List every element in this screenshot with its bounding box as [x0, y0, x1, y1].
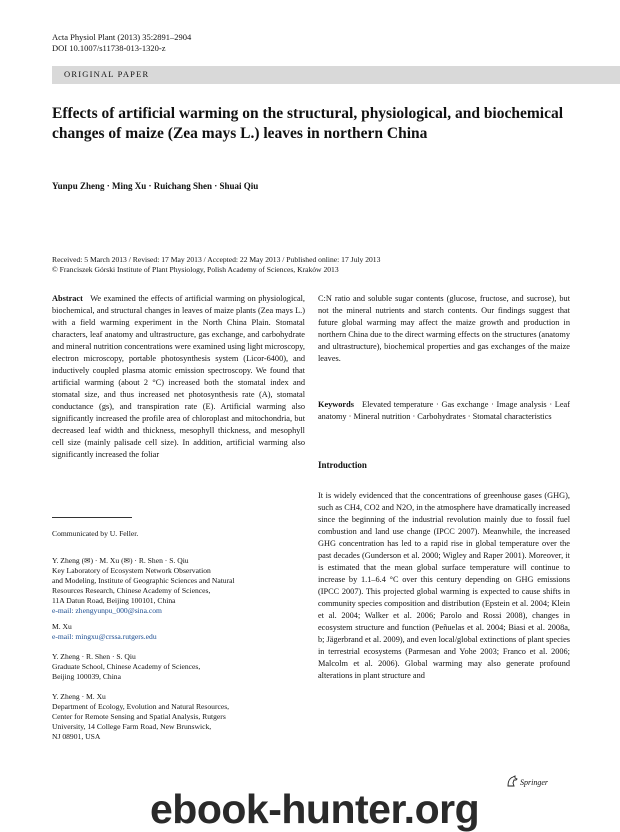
- author-list: Yunpu Zheng · Ming Xu · Ruichang Shen · Shuai Qiu: [52, 181, 259, 191]
- introduction-text: It is widely evidenced that the concentrations of greenhouse gases (GHG), such as CH4, CO2 and N2O, in the atmosphere have dramatically increased since the beginning of the industrial revolution mainly due to fossil fuel combustion and land use change (IPCC 2007). Meanwhile, the increased GHG concentration has led to a rapid rise in global temperature over the past decades (Gunderson et al. 2000; Wigley and Raper 2001). Moreover, it is estimated that the mean global surface temperature will continue to increase by 1.1–6.4 °C over this century depending on GHG emissions (IPCC 2007). This projected global warming is expected to cause shifts in community species composition and distribution (Epstein et al. 2004; Klein et al. 2004; Walker et al. 2006; Parolo and Rossi 2008), changes in ecosystem structure and function (Peñuelas et al. 2004; Biasi et al. 2008a, b; Jägerbrand et al. 2009), and even local/global extinctions of plant species in terrestrial ecosystems (Parmesan and Yohe 2003; Franco et al. 2006; Malcolm et al. 2006). Global warming may also generate profound alterations in plant structure and: [318, 491, 570, 680]
- abstract-left: [52, 293, 305, 461]
- affiliation-line: and Modeling, Institute of Geographic Sciences and Natural: [52, 576, 235, 585]
- copyright-line: © Franciszek Górski Institute of Plant Physiology, Polish Academy of Sciences, Kraków 2013: [52, 265, 339, 274]
- communicated-by: Communicated by U. Feller.: [52, 529, 139, 538]
- affiliation-names: Y. Zheng (✉) · M. Xu (✉) · R. Shen · S. Qiu: [52, 556, 189, 565]
- affiliation-line: Graduate School, Chinese Academy of Sciences,: [52, 662, 201, 671]
- journal-citation: [52, 32, 191, 54]
- affiliation-1: [52, 556, 305, 616]
- publication-history: [52, 255, 572, 275]
- abstract-text-right: C:N ratio and soluble sugar contents (glucose, fructose, and sucrose), but not the mineral nutrients and starch contents. Our findings suggest that future global warming may affect the maize growth and production in northern China due to the direct warming effects on the structures (anatomy and ultrastructure), biochemical properties and gas exchanges of the maize leaves.: [318, 294, 570, 363]
- watermark: ebook-hunter.org: [150, 786, 480, 832]
- affiliation-line: University, 14 College Farm Road, New Brunswick,: [52, 722, 212, 731]
- publisher-name: Springer: [520, 778, 548, 787]
- abstract-label: Abstract: [52, 294, 83, 303]
- affiliation-line: Beijing 100039, China: [52, 672, 121, 681]
- affiliation-line: NJ 08901, USA: [52, 732, 101, 741]
- paper-title: Effects of artificial warming on the structural, physiological, and biochemical changes of maize (Zea mays L.) leaves in northern China: [52, 105, 564, 142]
- affiliation-names: Y. Zheng · M. Xu: [52, 692, 106, 701]
- email-link[interactable]: e-mail: zhengyunpu_000@sina.com: [52, 606, 162, 615]
- journal-line-1: Acta Physiol Plant (2013) 35:2891–2904: [52, 32, 192, 42]
- springer-horse-icon: [505, 774, 519, 788]
- affiliation-2: [52, 622, 305, 642]
- abstract-right: [318, 293, 570, 365]
- affiliation-4: [52, 692, 305, 742]
- keywords-text: Elevated temperature · Gas exchange · Image analysis · Leaf anatomy · Mineral nutrition · Carbohydrates · Stomatal characteristics: [318, 400, 570, 421]
- affiliation-line: 11A Datun Road, Beijing 100101, China: [52, 596, 176, 605]
- affiliation-line: Key Laboratory of Ecosystem Network Observation: [52, 566, 211, 575]
- keywords-label: Keywords: [318, 400, 354, 409]
- affiliation-names: M. Xu: [52, 622, 72, 631]
- section-label: ORIGINAL PAPER: [64, 69, 150, 79]
- affiliation-line: Center for Remote Sensing and Spatial Analysis, Rutgers: [52, 712, 226, 721]
- affiliation-names: Y. Zheng · R. Shen · S. Qiu: [52, 652, 136, 661]
- journal-doi: DOI 10.1007/s11738-013-1320-z: [52, 43, 166, 53]
- affiliation-line: Resources Research, Chinese Academy of Sciences,: [52, 586, 211, 595]
- affiliation-3: [52, 652, 305, 682]
- keywords: [318, 399, 570, 423]
- footnote-divider: [52, 517, 132, 518]
- dates-line: Received: 5 March 2013 / Revised: 17 May 2013 / Accepted: 22 May 2013 / Published online: 17 July 2013: [52, 255, 381, 264]
- affiliation-line: Department of Ecology, Evolution and Natural Resources,: [52, 702, 230, 711]
- introduction-heading: Introduction: [318, 460, 367, 470]
- abstract-text-left: We examined the effects of artificial warming on physiological, biochemical, and structural changes in leaves of maize plants (Zea mays L.) with a field warming experiment in the North China Plain. Stomatal characters, leaf anatomy and ultrastructure, gas exchange, and carbohydrate and mineral nutrition concentrations were examined using light microscopy, electron microscopy, portable photosynthesis system (Licor-6400), and inductively coupled plasma atomic emission spectroscopy. We found that artificial warming (about 2 °C) increased both the stomatal index and stomatal size, and thus increased net photosynthesis rate (A), stomatal conductance (gs), and transpiration rate (E). Artificial warming also significantly increased the profile area of chloroplast and mitochondria, but decreased leaf width and thickness, mesophyll thickness, and mesophyll cell size (mainly palisade cell size). In addition, artificial warming also significantly increased the foliar: [52, 294, 305, 459]
- email-link[interactable]: e-mail: mingxu@crssa.rutgers.edu: [52, 632, 157, 641]
